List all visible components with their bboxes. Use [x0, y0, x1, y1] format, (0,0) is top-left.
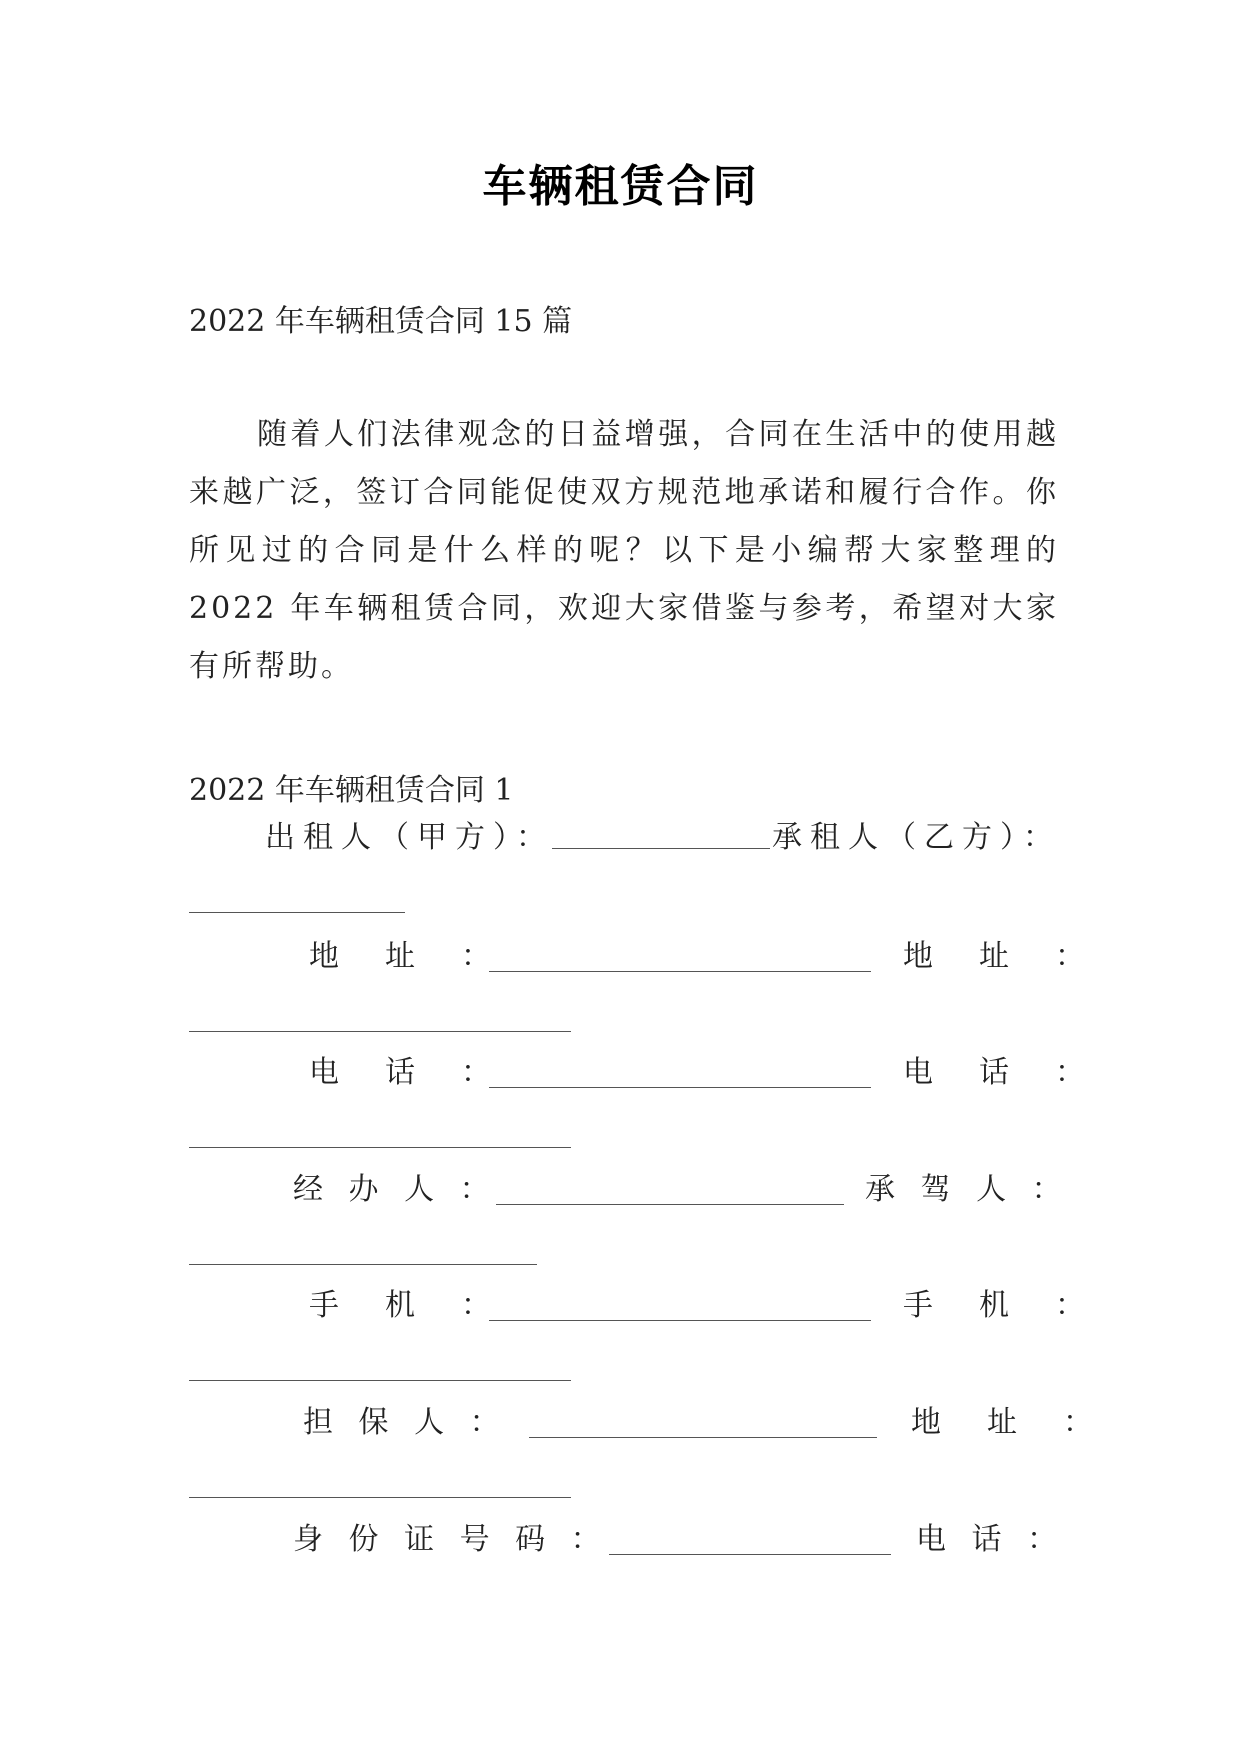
mobile-right-blank [189, 1380, 571, 1381]
guarantor-address-label: 地 址 ： [911, 1405, 1101, 1440]
party-row [189, 818, 1059, 858]
agent-label: 经 办 人 ： [293, 1172, 498, 1207]
guarantor-label: 担 保 人 ： [303, 1405, 508, 1440]
phone-right-label: 电 话 ： [903, 1055, 1093, 1090]
lessee-blank [189, 912, 405, 913]
address-left-blank [489, 971, 871, 972]
id-number-blank [609, 1554, 891, 1555]
guarantor-row [189, 1403, 1101, 1443]
agent-blank [496, 1204, 844, 1205]
phone-right-blank [189, 1147, 571, 1148]
guarantor-blank [529, 1437, 877, 1438]
driver-blank [189, 1264, 537, 1265]
id-row [189, 1520, 1066, 1560]
address-row [189, 937, 1093, 977]
phone-left-blank [489, 1087, 871, 1088]
phone-left-label: 电 话 ： [309, 1055, 499, 1090]
phone-row [189, 1053, 1093, 1093]
mobile-left-blank [489, 1320, 871, 1321]
driver-label: 承 驾 人 ： [865, 1172, 1070, 1207]
lessor-label: 出租人（甲方）： [265, 820, 554, 855]
mobile-row [189, 1286, 1093, 1326]
id-number-label: 身 份 证 号 码 ： [293, 1522, 609, 1557]
id-phone-label: 电 话 ： [916, 1522, 1066, 1557]
intro-paragraph: 随着人们法律观念的日益增强，合同在生活中的使用越来越广泛，签订合同能促使双方规范地承诺和履行合作。你所见过的合同是什么样的呢？以下是小编帮大家整理的 2022 年车辆租赁合同，欢迎大家借鉴与参考，希望对大家有所帮助。 [189, 417, 1059, 684]
guarantor-address-blank [189, 1497, 571, 1498]
lessor-blank [552, 848, 770, 849]
address-right-blank [189, 1031, 571, 1032]
document-subtitle: 2022 年车辆租赁合同 15 篇 [189, 304, 573, 339]
lessee-label: 承租人（乙方）： [772, 820, 1061, 855]
address-left-label: 地 址 ： [309, 939, 499, 974]
agent-row [189, 1170, 1070, 1210]
document-title: 车辆租赁合同 [482, 161, 759, 212]
section-heading: 2022 年车辆租赁合同 1 [189, 773, 514, 808]
address-right-label: 地 址 ： [903, 939, 1093, 974]
mobile-left-label: 手 机 ： [309, 1288, 499, 1323]
mobile-right-label: 手 机 ： [903, 1288, 1093, 1323]
